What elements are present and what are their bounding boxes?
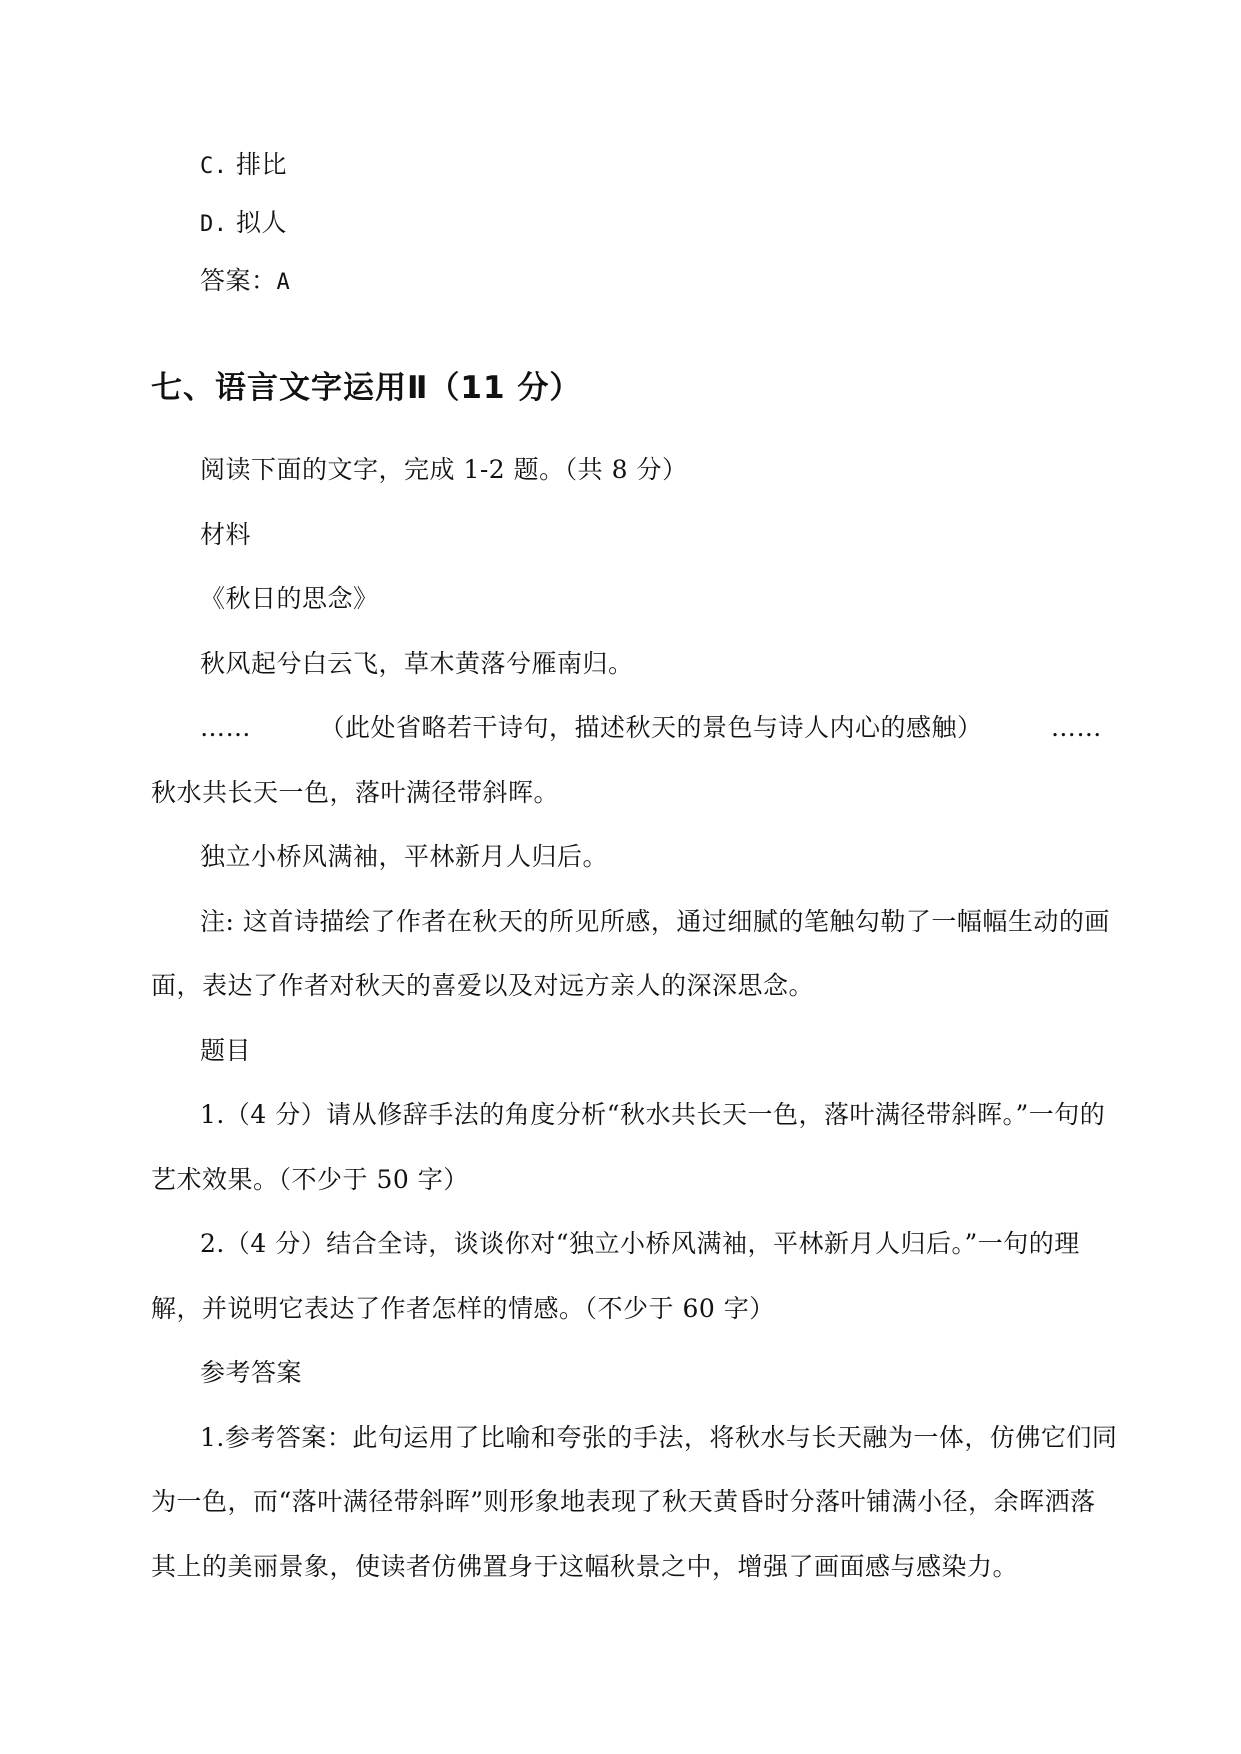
material-label: 材料 xyxy=(200,520,252,549)
question-1-line-2: 艺术效果。（不少于 50 字） xyxy=(151,1165,469,1194)
answer-1-line-1: 1.参考答案：此句运用了比喻和夸张的手法，将秋水与长天融为一体，仿佛它们同 xyxy=(200,1423,1118,1452)
ellipsis-right: …… xyxy=(1050,713,1102,742)
option-d xyxy=(200,206,287,242)
option-c-text: 排比 xyxy=(235,150,287,179)
note-line-2: 面，表达了作者对秋天的喜爱以及对远方亲人的深深思念。 xyxy=(151,971,815,1000)
omission-line xyxy=(200,711,1102,745)
section-heading: 七、语言文字运用Ⅱ（11 分） xyxy=(151,370,582,406)
ellipsis-left: …… xyxy=(200,713,251,742)
reference-answer-label: 参考答案 xyxy=(200,1358,303,1387)
poem-title: 《秋日的思念》 xyxy=(200,584,379,613)
question-2-line-2: 解，并说明它表达了作者怎样的情感。（不少于 60 字） xyxy=(151,1294,775,1323)
option-c xyxy=(200,148,287,184)
question-2-line-1: 2.（4 分）结合全诗，谈谈你对“独立小桥风满袖，平林新月人归后。”一句的理 xyxy=(200,1229,1080,1258)
answer-value: A xyxy=(276,270,291,295)
questions-label: 题目 xyxy=(200,1036,252,1065)
poem-line-1: 秋风起兮白云飞，草木黄落兮雁南归。 xyxy=(200,649,634,678)
answer-1-line-2: 为一色，而“落叶满径带斜晖”则形象地表现了秋天黄昏时分落叶铺满小径，余晖洒落 xyxy=(151,1487,1096,1516)
question-1-line-1: 1.（4 分）请从修辞手法的角度分析“秋水共长天一色，落叶满径带斜晖。”一句的 xyxy=(200,1100,1106,1129)
poem-line-2: 秋水共长天一色，落叶满径带斜晖。 xyxy=(151,778,560,807)
note-line-1: 注: 这首诗描绘了作者在秋天的所见所感，通过细腻的笔触勾勒了一幅幅生动的画 xyxy=(200,907,1110,936)
option-c-letter: C. xyxy=(200,154,228,179)
answer-line xyxy=(200,264,290,300)
poem-line-3: 独立小桥风满袖，平林新月人归后。 xyxy=(200,842,609,871)
instruction-text: 阅读下面的文字，完成 1-2 题。（共 8 分） xyxy=(200,455,688,484)
answer-1-line-3: 其上的美丽景象，使读者仿佛置身于这幅秋景之中，增强了画面感与感染力。 xyxy=(151,1552,1019,1581)
answer-label: 答案： xyxy=(200,266,277,295)
option-d-letter: D. xyxy=(200,212,228,237)
omission-note: （此处省略若干诗句，描述秋天的景色与诗人内心的感触） xyxy=(319,713,983,742)
option-d-text: 拟人 xyxy=(235,208,287,237)
